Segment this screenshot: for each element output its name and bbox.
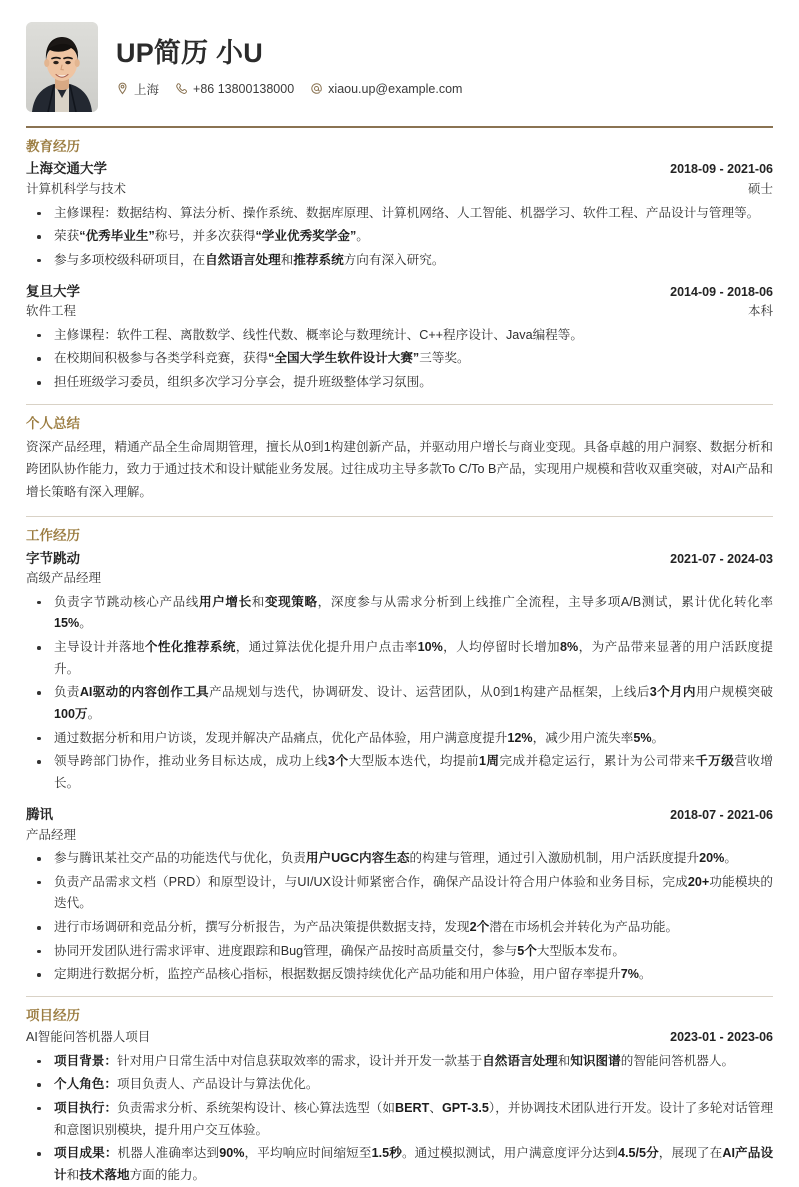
list-item: 项目成果：机器人准确率达到90%，平均响应时间缩短至1.5秒。通过模拟测试，用户满意度评分达到4.5/5分，展现了在AI产品设计和技术落地方面的能力。 (26, 1143, 773, 1186)
list-item: 协同开发团队进行需求评审、进度跟踪和Bug管理，确保产品按时高质量交付，参与5个大型版本发布。 (26, 941, 773, 963)
list-item: 主导设计并落地个性化推荐系统，通过算法优化提升用户点击率10%，人均停留时长增加8%，为产品带来显著的用户活跃度提升。 (26, 637, 773, 680)
section-divider-summary (26, 404, 773, 405)
contact-location-text: 上海 (134, 82, 160, 97)
list-item: 主修课程：数据结构、算法分析、操作系统、数据库原理、计算机网络、人工智能、机器学习、软件工程、产品设计与管理等。 (26, 203, 773, 225)
contact-phone-text: +86 13800138000 (193, 81, 295, 96)
list-item: 通过数据分析和用户访谈，发现并解决产品痛点，优化产品体验，用户满意度提升12%，减少用户流失率5%。 (26, 728, 773, 750)
job-title: 产品经理 (26, 827, 77, 842)
school-name: 上海交通大学 (26, 161, 107, 177)
header-text-block (116, 36, 773, 97)
education-entry (26, 282, 773, 394)
section-work (26, 526, 773, 986)
page-title: UP简历 小U (116, 38, 263, 69)
list-item: 定期进行数据分析，监控产品核心指标，根据数据反馈持续优化产品功能和用户体验，用户留存率提升7%。 (26, 964, 773, 986)
section-education (26, 137, 773, 394)
degree-label: 硕士 (747, 182, 773, 197)
list-item: 担任班级学习委员，组织多次学习分享会，提升班级整体学习氛围。 (26, 372, 773, 394)
list-item: 领导跨部门协作，推动业务目标达成，成功上线3个大型版本迭代，均提前1周完成并稳定运行，累计为公司带来千万级营收增长。 (26, 751, 773, 794)
project-name: AI智能问答机器人项目 (26, 1030, 151, 1045)
section-title-work: 工作经历 (26, 528, 80, 544)
contact-email-text: xiaou.up@example.com (328, 81, 463, 96)
section-title-project: 项目经历 (26, 1007, 80, 1023)
list-item: 项目执行：负责需求分析、系统架构设计、核心算法选型（如BERT、GPT-3.5），并协调技术团队进行开发。设计了多轮对话管理和意图识别模块，提升用户交互体验。 (26, 1098, 773, 1141)
company-name: 腾讯 (26, 806, 53, 822)
education-bullets (26, 203, 773, 272)
work-entry (26, 805, 773, 986)
contact-email (310, 82, 462, 96)
education-entry (26, 159, 773, 271)
work-date: 2021-07 - 2024-03 (670, 551, 773, 566)
contact-row (116, 80, 773, 98)
section-title-education: 教育经历 (26, 139, 80, 154)
project-entry (26, 1028, 773, 1186)
resume-header (26, 22, 773, 126)
project-bullets (26, 1051, 773, 1187)
work-date: 2018-07 - 2021-06 (670, 807, 773, 822)
list-item: 参与多项校级科研项目，在自然语言处理和推荐系统方向有深入研究。 (26, 250, 773, 272)
school-name: 复旦大学 (26, 283, 80, 299)
work-bullets (26, 592, 773, 795)
email-at-icon (310, 82, 323, 95)
job-title: 高级产品经理 (26, 571, 102, 586)
list-item: 主修课程：软件工程、离散数学、线性代数、概率论与数理统计、C++程序设计、Java编程等。 (26, 325, 773, 347)
list-item: 负责AI驱动的内容创作工具产品规划与迭代，协调研发、设计、运营团队，从0到1构建产品框架，上线后3个月内用户规模突破100万。 (26, 682, 773, 725)
section-project (26, 1006, 773, 1187)
list-item: 荣获“优秀毕业生”称号，并多次获得“学业优秀奖学金”。 (26, 226, 773, 248)
list-item: 负责字节跳动核心产品线用户增长和变现策略，深度参与从需求分析到上线推广全流程，主导多项A/B测试，累计优化转化率15%。 (26, 592, 773, 635)
major-name: 计算机科学与技术 (26, 182, 127, 197)
list-item: 参与腾讯某社交产品的功能迭代与优化，负责用户UGC内容生态的构建与管理，通过引入激励机制，用户活跃度提升20%。 (26, 848, 773, 870)
section-divider-education (26, 126, 773, 128)
work-entry (26, 549, 773, 795)
avatar (26, 22, 98, 112)
work-bullets (26, 848, 773, 986)
section-divider-work (26, 516, 773, 517)
section-title-summary: 个人总结 (26, 415, 80, 431)
contact-phone (175, 82, 294, 96)
major-name: 软件工程 (26, 304, 77, 319)
degree-label: 本科 (747, 304, 773, 319)
location-pin-icon (116, 82, 129, 95)
project-date: 2023-01 - 2023-06 (670, 1030, 773, 1045)
summary-text: 资深产品经理，精通产品全生命周期管理，擅长从0到1构建创新产品，并驱动用户增长与商业变现。具备卓越的用户洞察、数据分析和跨团队协作能力，致力于通过技术和设计赋能业务发展。过往成功主导多款To C/To B产品，实现用户规模和营收双重突破，对AI产品和增长策略有深入理解。 (26, 440, 773, 499)
education-bullets (26, 325, 773, 394)
education-date: 2018-09 - 2021-06 (670, 162, 773, 177)
list-item: 进行市场调研和竞品分析，撰写分析报告，为产品决策提供数据支持，发现2个潜在市场机会并转化为产品功能。 (26, 917, 773, 939)
list-item: 在校期间积极参与各类学科竞赛，获得“全国大学生软件设计大赛”三等奖。 (26, 348, 773, 370)
list-item: 负责产品需求文档（PRD）和原型设计，与UI/UX设计师紧密合作，确保产品设计符合用户体验和业务目标，完成20+功能模块的迭代。 (26, 872, 773, 915)
list-item: 个人角色：项目负责人、产品设计与算法优化。 (26, 1074, 773, 1096)
contact-location (116, 80, 159, 98)
list-item: 项目背景：针对用户日常生活中对信息获取效率的需求，设计并开发一款基于自然语言处理和知识图谱的智能问答机器人。 (26, 1051, 773, 1073)
section-summary (26, 414, 773, 503)
education-date: 2014-09 - 2018-06 (670, 284, 773, 299)
portrait-photo-icon (26, 22, 98, 112)
section-divider-project (26, 996, 773, 997)
company-name: 字节跳动 (26, 550, 80, 566)
phone-icon (175, 82, 188, 95)
